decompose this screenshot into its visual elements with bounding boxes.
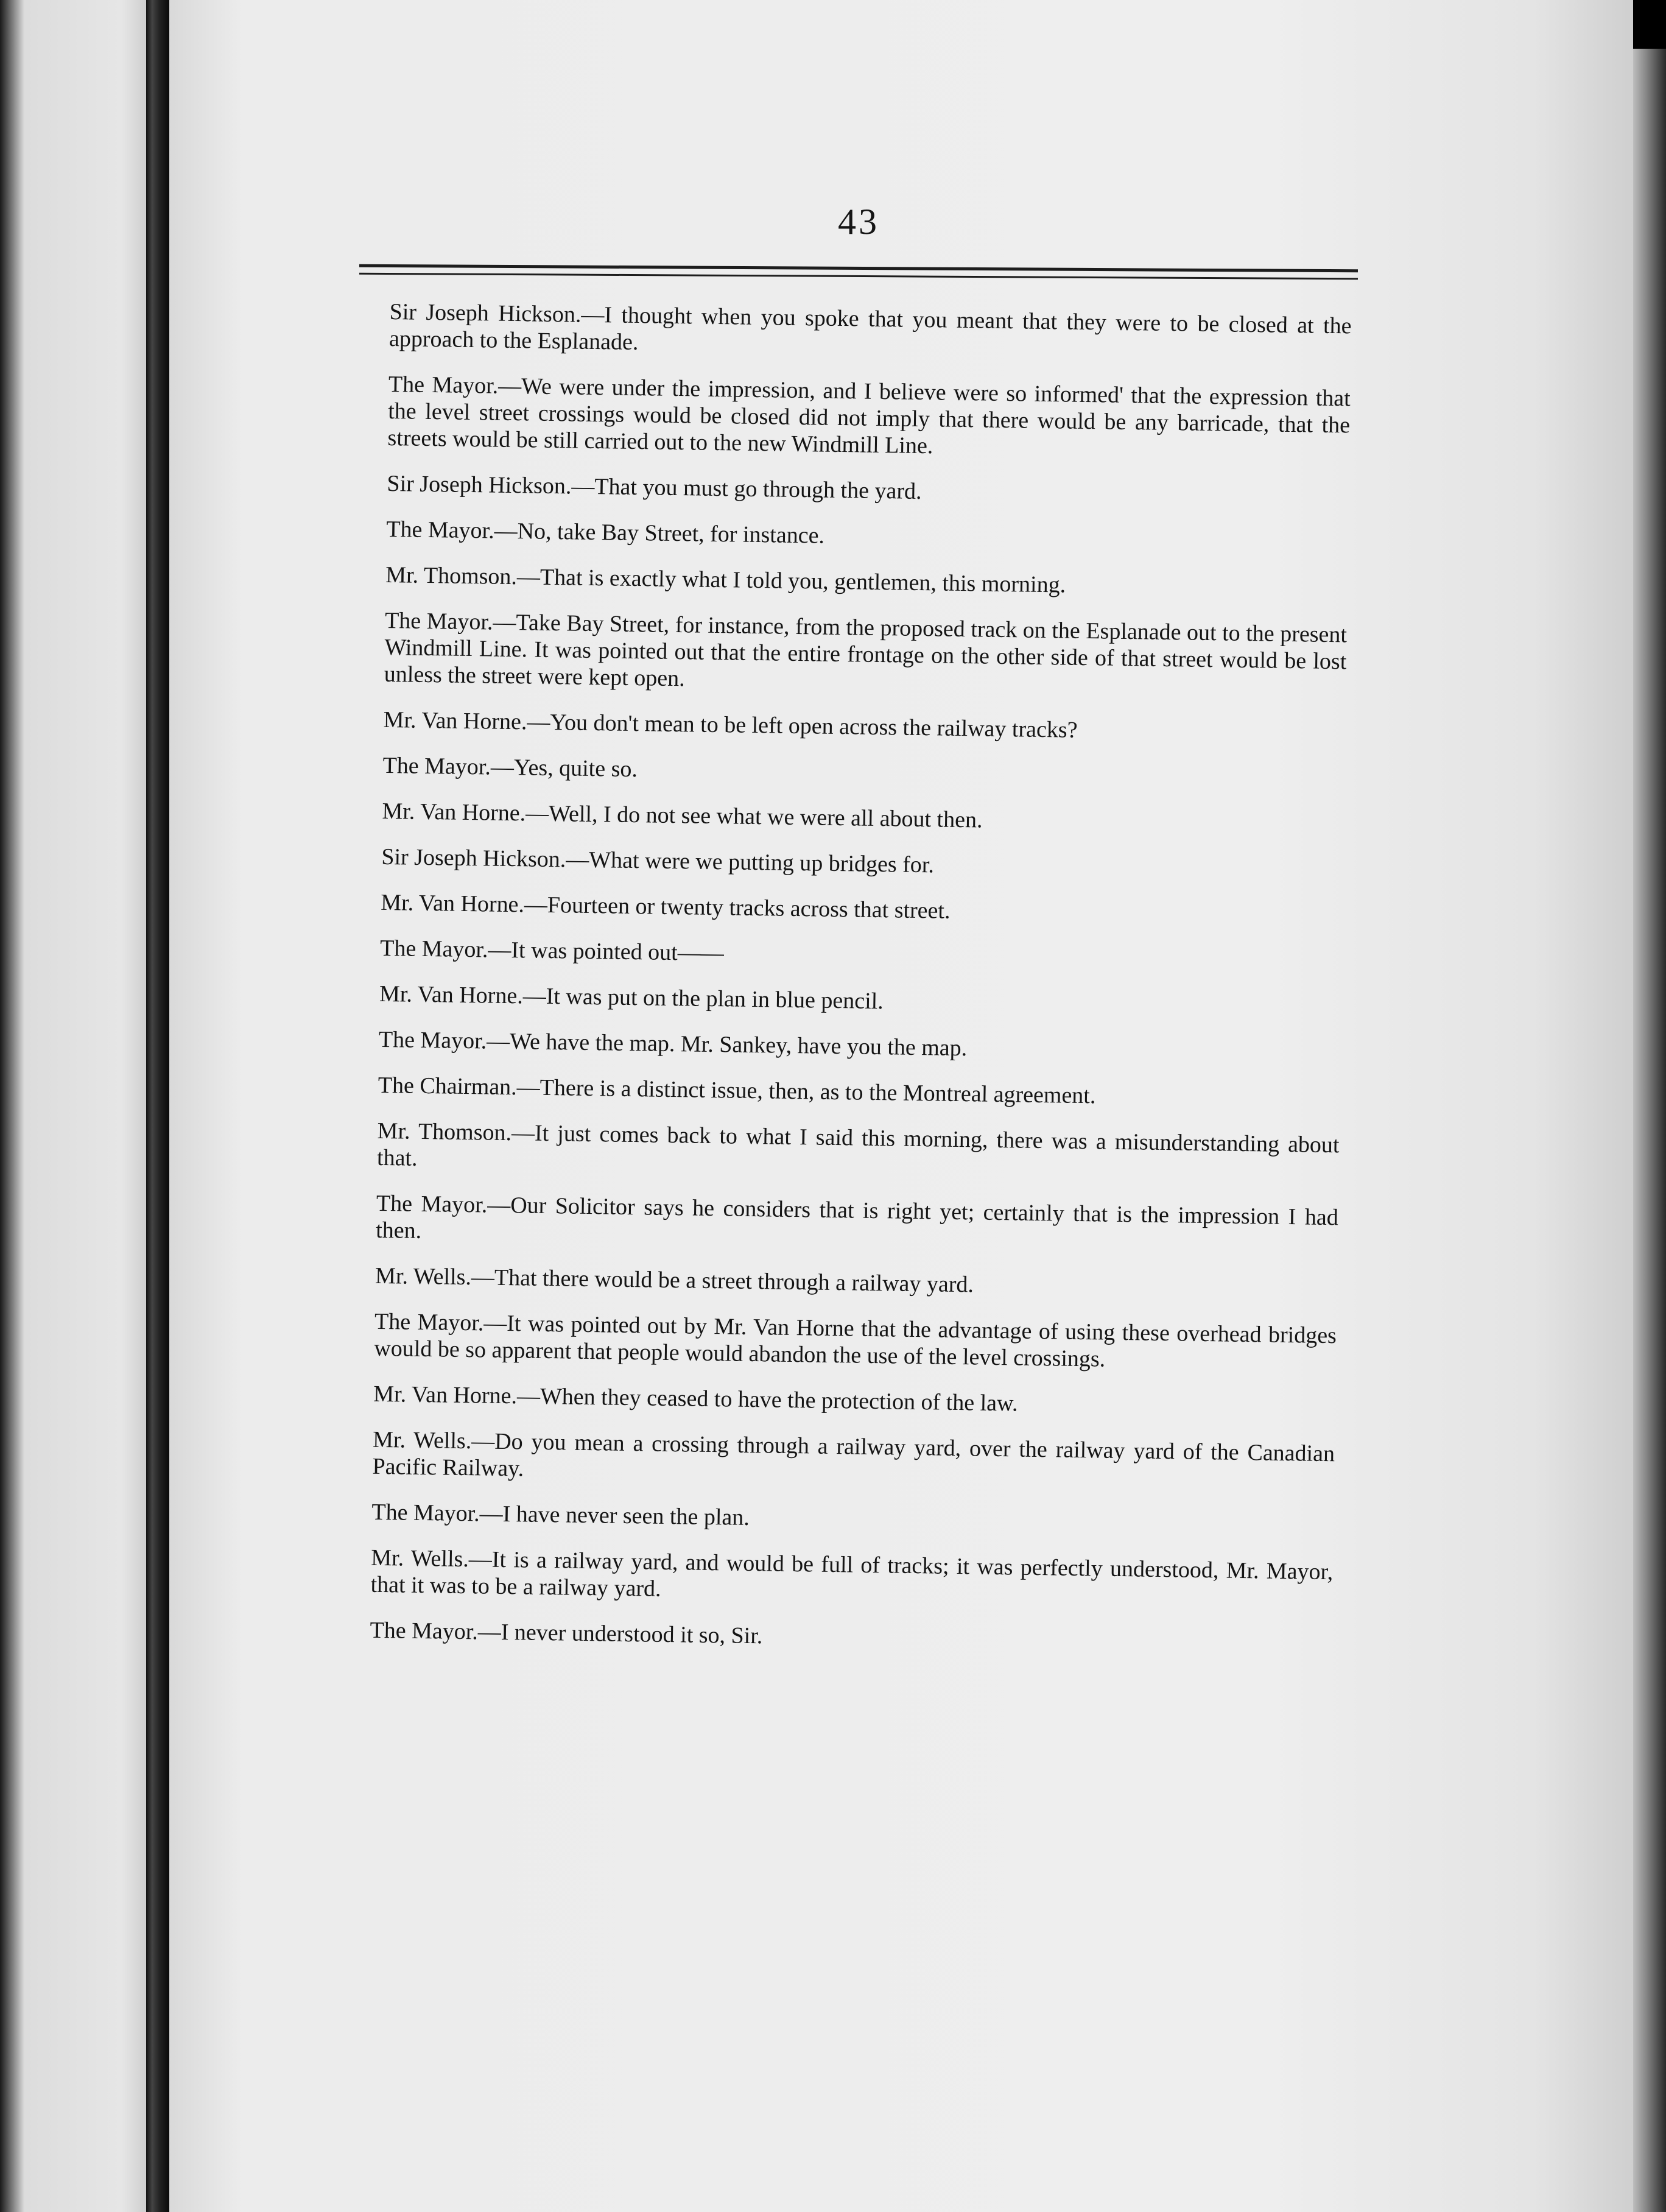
- page-number: 43: [838, 202, 879, 242]
- paragraph: Mr. Thomson.—That is exactly what I told you, gentlemen, this morning.: [385, 562, 1066, 598]
- paragraph: Mr. Wells.—That there would be a street through a railway yard.: [374, 1263, 974, 1298]
- page-stack-edge: [1633, 49, 1666, 2212]
- paragraph: The Mayor.—I have never seen the plan.: [371, 1499, 750, 1530]
- paragraph: Mr. Van Horne.—Fourteen or twenty tracks across that street.: [380, 889, 951, 924]
- paragraph: The Mayor.—We were under the impression, and I believe were so informed' that the expression that the level street crossings would be closed did not imply that there would be any barricade, that the streets would be still carried out to the new Windmill Line.: [387, 371, 1351, 459]
- paragraph: The Mayor.—It was pointed out——: [379, 935, 725, 967]
- paragraph: The Mayor.—Our Solicitor says he considers that is right yet; certainly that is the impression I had then.: [375, 1190, 1339, 1244]
- paragraph: The Mayor.—I never understood it so, Sir.: [370, 1617, 763, 1649]
- paragraph: The Mayor.—Take Bay Street, for instance, from the proposed track on the Esplanade out to the present Windmill Line. It was pointed out that the entire frontage on the other side of that street would be lost unless the street were kept open.: [384, 607, 1348, 692]
- paragraph: The Chairman.—There is a distinct issue, then, as to the Montreal agreement.: [378, 1072, 1096, 1109]
- paragraph: Mr. Van Horne.—Well, I do not see what we were all about then.: [382, 798, 983, 833]
- paragraph: Mr. Van Horne.—You don't mean to be left open across the railway tracks?: [383, 706, 1078, 743]
- paragraph: The Mayor.—No, take Bay Street, for instance.: [386, 516, 825, 549]
- paragraph: Mr. Van Horne.—When they ceased to have the protection of the law.: [373, 1381, 1018, 1417]
- paragraph: Mr. Wells.—It is a railway yard, and would be full of tracks; it was perfectly understood, Mr. Mayor, that it was to be a railway yard.: [370, 1545, 1334, 1602]
- paragraph: The Mayor.—We have the map. Mr. Sankey, have you the map.: [378, 1026, 968, 1062]
- paragraph: The Mayor.—It was pointed out by Mr. Van Horne that the advantage of using these overhead bridges would be so apparent that people would abandon the use of the level crossings.: [374, 1308, 1337, 1372]
- transcript-body: [370, 298, 1352, 1677]
- paragraph: Mr. Van Horne.—It was put on the plan in blue pencil.: [379, 981, 884, 1015]
- paragraph: Mr. Wells.—Do you mean a crossing through a railway yard, over the railway yard of the Canadian Pacific Railway.: [372, 1426, 1335, 1482]
- paragraph: Sir Joseph Hickson.—That you must go through the yard.: [387, 470, 922, 504]
- paragraph: Sir Joseph Hickson.—What were we putting up bridges for.: [381, 844, 935, 878]
- paragraph: Sir Joseph Hickson.—I thought when you spoke that you meant that they were to be closed at the approach to the Esplanade.: [388, 298, 1352, 356]
- facing-page-edge: [0, 0, 146, 2212]
- paragraph: Mr. Thomson.—It just comes back to what I said this morning, there was a misunderstanding about that.: [376, 1118, 1340, 1171]
- paragraph: The Mayor.—Yes, quite so.: [382, 752, 638, 783]
- book-spine: [146, 0, 169, 2212]
